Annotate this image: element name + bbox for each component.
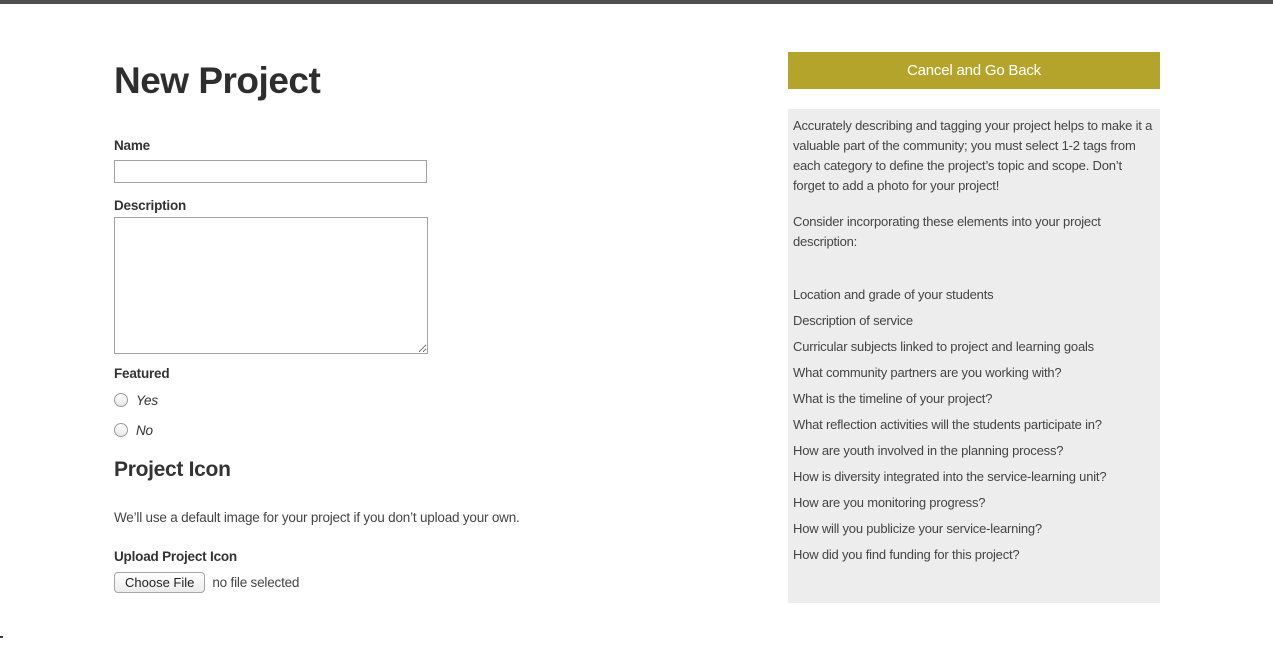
- file-upload-row: [114, 572, 299, 593]
- choose-file-button[interactable]: Choose File: [114, 572, 205, 593]
- description-label: Description: [114, 198, 187, 213]
- cancel-button[interactable]: Cancel and Go Back: [788, 52, 1160, 89]
- featured-label: Featured: [114, 366, 170, 381]
- help-list-item: How is diversity integrated into the service-learning unit?: [793, 469, 1107, 484]
- help-list: [793, 282, 1154, 568]
- help-list-item: How will you publicize your service-learning?: [793, 521, 1042, 536]
- upload-icon-label: Upload Project Icon: [114, 549, 237, 564]
- radio-label-no: No: [136, 422, 153, 438]
- icon-default-note: We’ll use a default image for your project if you don’t upload your own.: [114, 510, 520, 525]
- featured-option-no[interactable]: [114, 422, 153, 438]
- help-list-item: How are you monitoring progress?: [793, 495, 986, 510]
- help-panel: [788, 109, 1160, 603]
- description-input[interactable]: [114, 217, 428, 354]
- radio-button-yes[interactable]: [114, 393, 128, 407]
- page-title: New Project: [114, 60, 321, 101]
- help-list-item: What reflection activities will the students participate in?: [793, 417, 1102, 432]
- help-list-item: How did you find funding for this project?: [793, 547, 1020, 562]
- help-list-item: Curricular subjects linked to project and learning goals: [793, 339, 1094, 354]
- top-border-bar: [0, 0, 1273, 4]
- name-input[interactable]: [114, 160, 427, 183]
- name-label: Name: [114, 138, 150, 153]
- radio-label-yes: Yes: [136, 392, 158, 408]
- project-icon-heading: Project Icon: [114, 458, 231, 481]
- help-list-item: How are youth involved in the planning process?: [793, 443, 1064, 458]
- radio-button-no[interactable]: [114, 423, 128, 437]
- page-artifact-dot: [0, 636, 3, 638]
- help-list-item: Location and grade of your students: [793, 287, 994, 302]
- help-consider-text: Consider incorporating these elements into your project description:: [793, 214, 1101, 249]
- file-status-text: no file selected: [212, 575, 300, 590]
- featured-option-yes[interactable]: [114, 392, 158, 408]
- help-list-item: Description of service: [793, 313, 913, 328]
- help-intro-text: Accurately describing and tagging your project helps to make it a valuable part of the community; you must select 1-2 tags from each category to define the project’s topic and scope. Don’t forget to add a photo for your project!: [793, 118, 1153, 193]
- help-list-item: What is the timeline of your project?: [793, 391, 993, 406]
- help-list-item: What community partners are you working with?: [793, 365, 1062, 380]
